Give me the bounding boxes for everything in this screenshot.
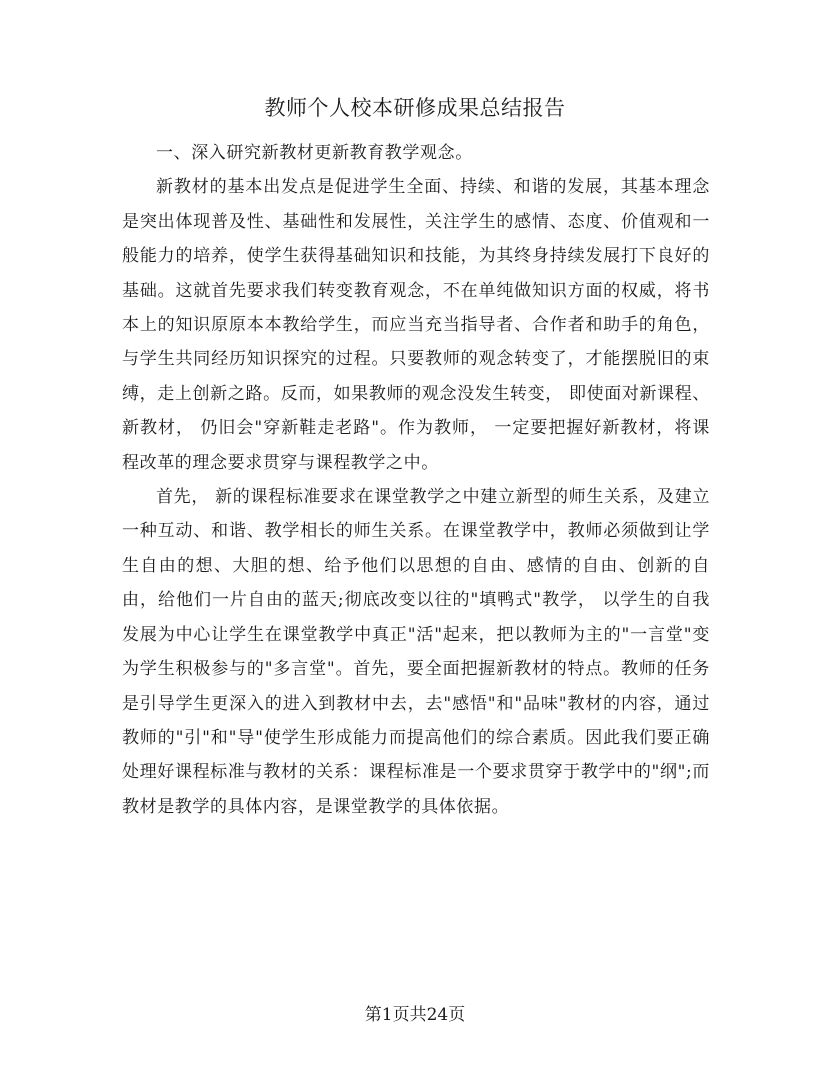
document-body [122,136,710,824]
paragraph-1: 新教材的基本出发点是促进学生全面、持续、和谐的发展，其基本理念是突出体现普及性、基础性和发展性，关注学生的感情、态度、价值观和一般能力的培养，使学生获得基础知识和技能，为其终身持续发展打下良好的基础。这就首先要求我们转变教育观念，不在单纯做知识方面的权威，将书本上的知识原原本本教给学生，而应当充当指导者、合作者和助手的角色，与学生共同经历知识探究的过程。只要教师的观念转变了，才能摆脱旧的束缚，走上创新之路。反而，如果教师的观念没发生转变， 即使面对新课程、新教材， 仍旧会"穿新鞋走老路"。作为教师， 一定要把握好新教材，将课程改革的理念要求贯穿与课程教学之中。 [122,177,710,473]
page-number-footer: 第1页共24页 [364,1005,466,1025]
paragraph-2: 首先， 新的课程标准要求在课堂教学之中建立新型的师生关系，及建立一种互动、和谐、教学相长的师生关系。在课堂教学中，教师必须做到让学生自由的想、大胆的想、给予他们以思想的自由、感情的自由、创新的自由，给他们一片自由的蓝天;彻底改变以往的"填鸭式"教学， 以学生的自我发展为中心让学生在课堂教学中真正"活"起来，把以教师为主的"一言堂"变为学生积极参与的"多言堂"。首先，要全面把握新教材的特点。教师的任务是引导学生更深入的进入到教材中去，去"感悟"和"品味"教材的内容，通过教师的"引"和"导"使学生形成能力而提高他们的综合素质。因此我们要正确处理好课程标准与教材的关系：课程标准是一个要求贯穿于教学中的"纲";而教材是教学的具体内容，是课堂教学的具体依据。 [122,487,710,817]
document-title: 教师个人校本研修成果总结报告 [264,96,566,120]
section-heading: 一、深入研究新教材更新教育教学观念。 [156,143,473,163]
